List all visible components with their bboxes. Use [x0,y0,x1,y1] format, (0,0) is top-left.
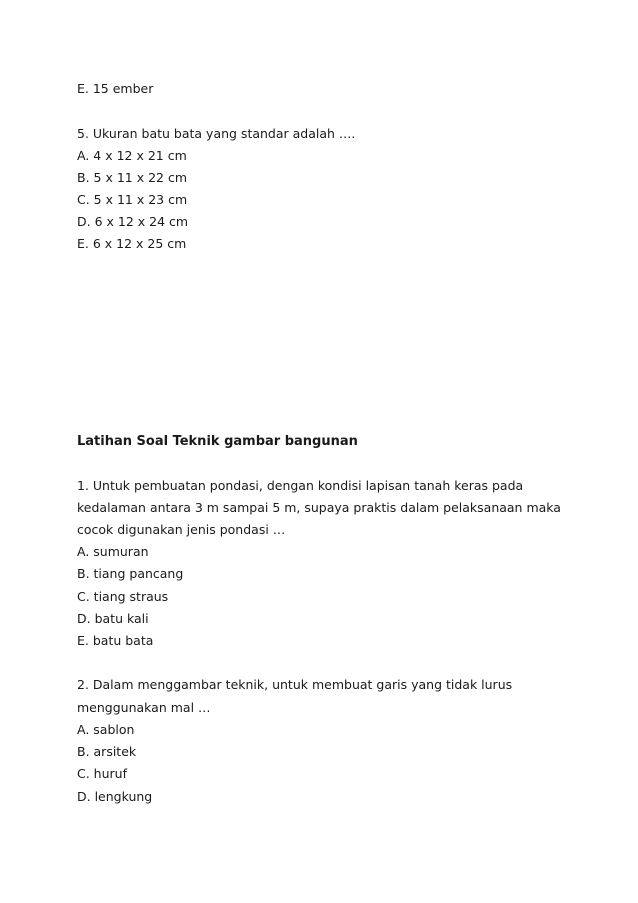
question-2-option-d: D. lengkung [77,789,153,804]
question-2-option-a: A. sablon [77,722,135,737]
question-1-text-line-1: 1. Untuk pembuatan pondasi, dengan kondisi lapisan tanah keras pada [77,478,524,493]
question-2-text-line-1: 2. Dalam menggambar teknik, untuk membuat garis yang tidak lurus [77,677,513,692]
question-1-option-d: D. batu kali [77,611,149,626]
question-2-option-b: B. arsitek [77,744,137,759]
question-1-text-line-2: kedalaman antara 3 m sampai 5 m, supaya praktis dalam pelaksanaan maka [77,500,561,515]
question-1-option-b: B. tiang pancang [77,566,184,581]
question-1-option-a: A. sumuran [77,544,149,559]
question-5-option-e: E. 6 x 12 x 25 cm [77,236,187,251]
question-1-option-c: C. tiang straus [77,589,169,604]
question-2-option-c: C. huruf [77,766,127,781]
question-5-option-d: D. 6 x 12 x 24 cm [77,214,189,229]
question-5-text: 5. Ukuran batu bata yang standar adalah …. [77,126,356,141]
question-5-option-a: A. 4 x 12 x 21 cm [77,148,187,163]
question-1-text-line-3: cocok digunakan jenis pondasi … [77,522,286,537]
previous-option-e: E. 15 ember [77,81,154,96]
question-2-text-line-2: menggunakan mal … [77,700,211,715]
section-title: Latihan Soal Teknik gambar bangunan [77,434,358,449]
question-5-option-b: B. 5 x 11 x 22 cm [77,170,187,185]
question-1-option-e: E. batu bata [77,633,154,648]
question-5-option-c: C. 5 x 11 x 23 cm [77,192,188,207]
